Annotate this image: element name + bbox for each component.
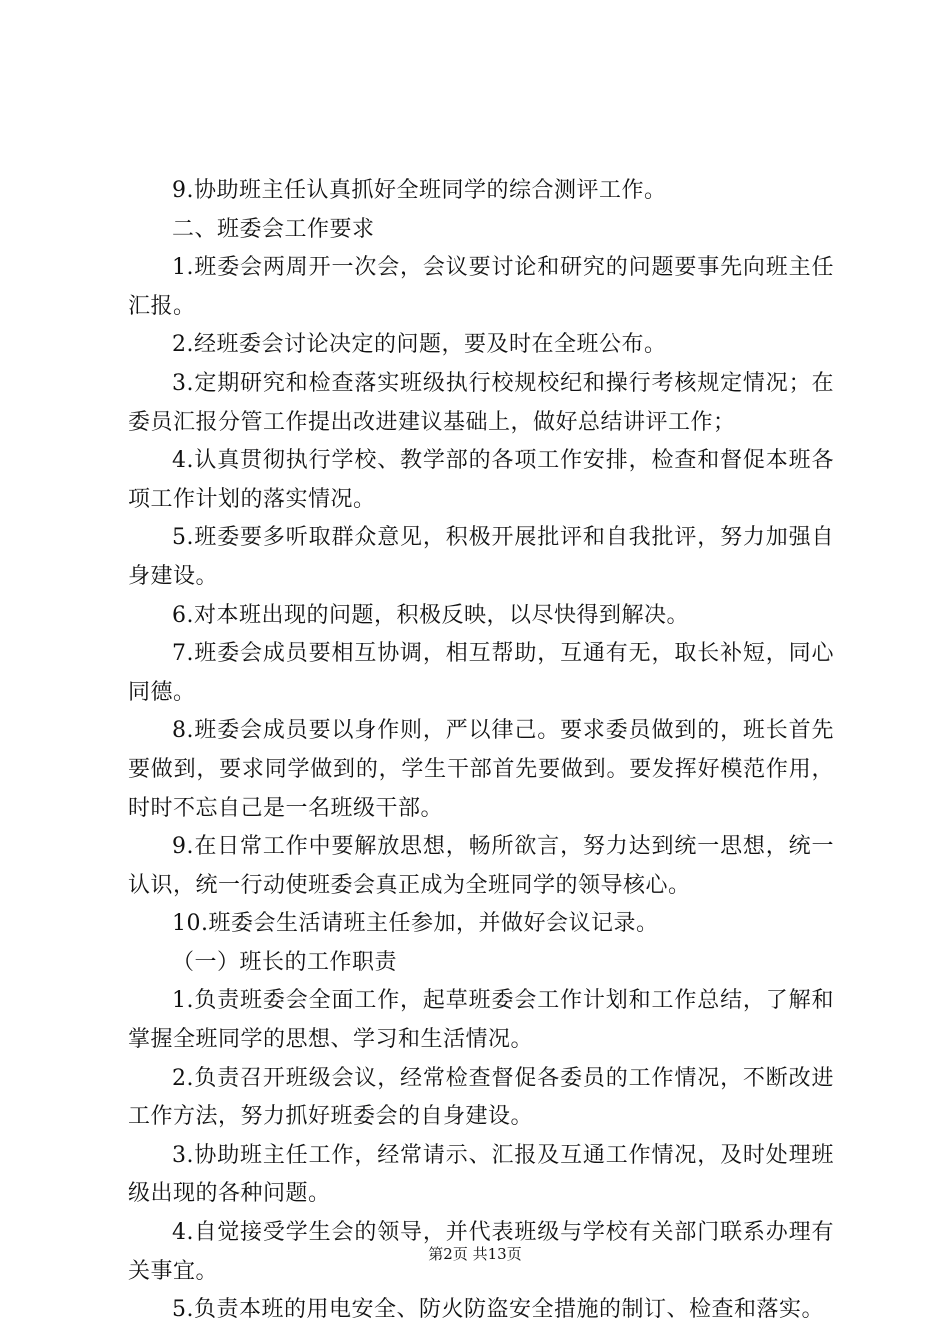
paragraph: 4.自觉接受学生会的领导，并代表班级与学校有关部门联系办理有关事宜。: [128, 1220, 834, 1284]
paragraph: 1.班委会两周开一次会，会议要讨论和研究的问题要事先向班主任汇报。: [128, 255, 834, 319]
paragraph: 8.班委会成员要以身作则，严以律己。要求委员做到的，班长首先要做到，要求同学做到的，学生干部首先要做到。要发挥好模范作用，时时不忘自己是一名班级干部。: [128, 718, 834, 821]
paragraph: 3.定期研究和检查落实班级执行校规校纪和操行考核规定情况；在委员汇报分管工作提出改进建议基础上，做好总结讲评工作；: [128, 370, 834, 435]
paragraph: 5.班委要多听取群众意见，积极开展批评和自我批评，努力加强自身建设。: [128, 525, 834, 589]
paragraph: 10.班委会生活请班主任参加，并做好会议记录。: [172, 911, 659, 937]
paragraph: 9.协助班主任认真抓好全班同学的综合测评工作。: [172, 178, 667, 203]
paragraph: 1.负责班委会全面工作，起草班委会工作计划和工作总结，了解和掌握全班同学的思想、学习和生活情况。: [128, 988, 834, 1053]
paragraph: 5.负责本班的用电安全、防火防盗安全措施的制订、检查和落实。: [172, 1297, 824, 1323]
paragraph: 6.对本班出现的问题，积极反映，以尽快得到解决。: [172, 602, 689, 628]
paragraph: 3.协助班主任工作，经常请示、汇报及互通工作情况，及时处理班级出现的各种问题。: [128, 1142, 834, 1207]
paragraph: 2.经班委会讨论决定的问题，要及时在全班公布。: [172, 332, 667, 358]
page-footer: 第2页 共13页: [428, 1245, 522, 1263]
paragraph: 4.认真贯彻执行学校、教学部的各项工作安排，检查和督促本班各项工作计划的落实情况。: [128, 448, 834, 512]
document-body: [128, 172, 834, 1330]
paragraph: 9.在日常工作中要解放思想，畅所欲言，努力达到统一思想，统一认识，统一行动使班委会真正成为全班同学的领导核心。: [128, 834, 834, 898]
paragraph: 2.负责召开班级会议，经常检查督促各委员的工作情况，不断改进工作方法，努力抓好班委会的自身建设。: [128, 1065, 834, 1130]
section-heading: 二、班委会工作要求: [172, 216, 375, 242]
section-heading: （一）班长的工作职责: [172, 949, 398, 975]
paragraph: 7.班委会成员要相互协调，相互帮助，互通有无，取长补短，同心同德。: [128, 641, 834, 705]
